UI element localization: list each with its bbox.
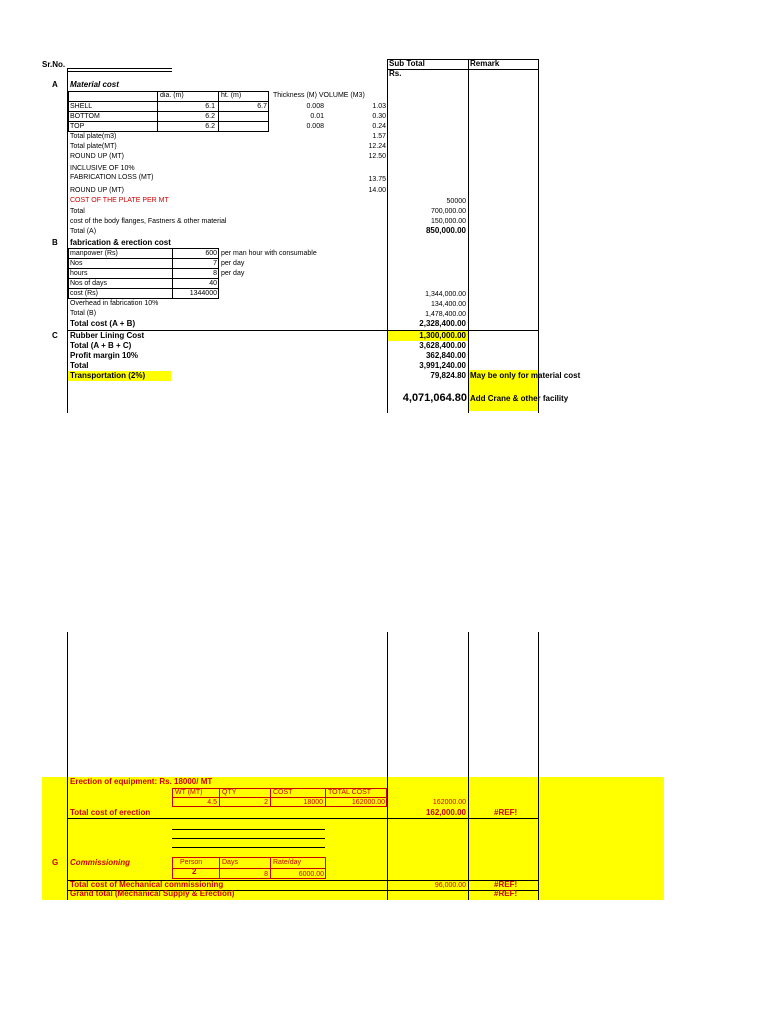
table-row-ht: 6.7 (257, 103, 267, 110)
total-a-label: Total (A) (70, 228, 97, 235)
total-b-label: Total (B) (70, 310, 97, 317)
total-c-label: Total (70, 361, 89, 370)
total-value: 700,000.00 (430, 208, 466, 215)
col-total-cost: TOTAL COST (328, 789, 372, 796)
total-abc-value: 3,628,400.00 (419, 341, 466, 350)
flanges-label: cost of the body flanges, Fastners & other material (70, 218, 227, 225)
transport-value: 79,824.80 (430, 371, 466, 380)
total-label: Total (70, 208, 85, 215)
table-row-vol: 1.03 (372, 103, 386, 110)
cost-plate-value: 50000 (446, 198, 466, 205)
table-row-thick: 0.008 (306, 103, 324, 110)
col-person: Person (180, 859, 203, 866)
nos-value: 7 (213, 260, 217, 267)
total-commissioning-value: 96,000.00 (434, 882, 466, 889)
table-row-thick: 0.008 (306, 123, 324, 130)
days-value: 8 (264, 871, 268, 878)
table-row-label: SHELL (70, 103, 93, 110)
cost-plate-label: COST OF THE PLATE PER MT (70, 197, 169, 204)
table-row-thick: 0.01 (310, 113, 324, 120)
total-cost-value: 162000.00 (351, 799, 385, 806)
days-value: 40 (209, 280, 217, 287)
qty-value: 2 (264, 799, 268, 806)
fabrication-title: fabrication & erection cost (70, 238, 171, 247)
total-abc-label: Total (A + B + C) (70, 341, 132, 350)
col-ht: ht. (m) (221, 92, 242, 99)
table-row-dia: 6.2 (205, 113, 215, 120)
manpower-label: manpower (Rs) (70, 250, 118, 257)
fabrication-loss: FABRICATION LOSS (MT) (70, 174, 154, 181)
remark-header: Remark (470, 59, 500, 68)
section-g-letter: G (52, 858, 59, 867)
rate-value: 6000.00 (298, 871, 324, 878)
total-commissioning-label: Total cost of Mechanical commissioning (70, 880, 224, 889)
person-value: 2 (192, 867, 197, 876)
transport-remark: May be only for material cost (470, 371, 581, 380)
col-wt: WT (MT) (175, 789, 203, 796)
section-b-letter: B (52, 238, 58, 247)
transport-label: Transportation (2%) (70, 371, 146, 380)
cost-total-value: 1,344,000.00 (425, 291, 466, 298)
material-cost-title: Material cost (70, 80, 119, 89)
cost-value: 18000 (303, 799, 323, 806)
hours-note: per day (221, 270, 245, 277)
grand-total-label: Grand total (Mechanical Supply & Erection) (70, 889, 235, 898)
total-erection-label: Total cost of erection (70, 808, 151, 817)
total-c-value: 3,991,240.00 (419, 361, 466, 370)
rubber-label: Rubber Lining Cost (70, 331, 145, 340)
roundup-mt-value: 12.50 (368, 153, 386, 160)
table-row-label: TOP (70, 123, 85, 130)
commissioning-ref: #REF! (494, 880, 518, 889)
col-thickness-volume: Thickness (M) VOLUME (M3) (273, 92, 365, 99)
flanges-value: 150,000.00 (430, 218, 466, 225)
total-ab-label: Total cost (A + B) (70, 319, 136, 328)
hours-value: 8 (213, 270, 217, 277)
subtotal-header: Sub Total (389, 59, 425, 68)
profit-label: Profit margin 10% (70, 351, 139, 360)
col-qty: QTY (222, 789, 237, 796)
total-plate-m3-value: 1.57 (372, 133, 386, 140)
cost-value: 1344000 (189, 290, 217, 297)
erection-subtotal: 162000.00 (432, 799, 466, 806)
erection-title: Erection of equipment: Rs. 18000/ MT (70, 777, 213, 786)
col-rate: Rate/day (273, 859, 302, 866)
inclusive-label: INCLUSIVE OF 10% (70, 165, 135, 172)
col-days: Days (222, 859, 238, 866)
nos-note: per day (221, 260, 245, 267)
total-plate-mt: Total plate(MT) (70, 143, 117, 150)
hours-label: hours (70, 270, 88, 277)
table-row-dia: 6.1 (205, 103, 215, 110)
total-a-value: 850,000.00 (425, 226, 466, 235)
overhead-label: Overhead in fabrication 10% (70, 300, 159, 307)
roundup-mt-2: ROUND UP (MT) (70, 187, 124, 194)
wt-value: 4.5 (207, 799, 217, 806)
roundup-mt: ROUND UP (MT) (70, 153, 124, 160)
crane-remark: Add Crane & other facility (470, 394, 569, 403)
table-row-dia: 6.2 (205, 123, 215, 130)
cost-label: cost (Rs) (70, 290, 98, 297)
total-b-value: 1,478,400.00 (425, 311, 466, 318)
col-cost: COST (273, 789, 293, 796)
nos-label: Nos (70, 260, 83, 267)
profit-value: 362,840.00 (425, 351, 466, 360)
total-erection-value: 162,000.00 (425, 808, 466, 817)
srno-header: Sr.No. (42, 60, 66, 69)
total-plate-mt-value: 12.24 (368, 143, 386, 150)
grand-total-value: 4,071,064.80 (402, 392, 467, 404)
total-ab-value: 2,328,400.00 (419, 319, 466, 328)
grand-total-ref: #REF! (494, 889, 518, 898)
table-row-vol: 0.24 (372, 123, 386, 130)
fabrication-loss-value: 13.75 (368, 176, 386, 183)
total-plate-m3: Total plate(m3) (70, 133, 117, 140)
commissioning-title: Commissioning (70, 858, 131, 867)
manpower-value: 600 (205, 250, 217, 257)
section-c-letter: C (52, 331, 58, 340)
subtotal-header-rs: Rs. (389, 69, 402, 78)
col-dia: dia. (m) (160, 92, 184, 99)
overhead-value: 134,400.00 (430, 301, 466, 308)
section-a-letter: A (52, 80, 58, 89)
roundup-mt-2-value: 14.00 (368, 187, 386, 194)
table-row-label: BOTTOM (70, 113, 100, 120)
erection-ref: #REF! (494, 808, 518, 817)
days-label: Nos of days (70, 280, 107, 287)
rubber-value: 1,300,000.00 (419, 331, 466, 340)
table-row-vol: 0.30 (372, 113, 386, 120)
manpower-note: per man hour with consumable (221, 250, 317, 257)
